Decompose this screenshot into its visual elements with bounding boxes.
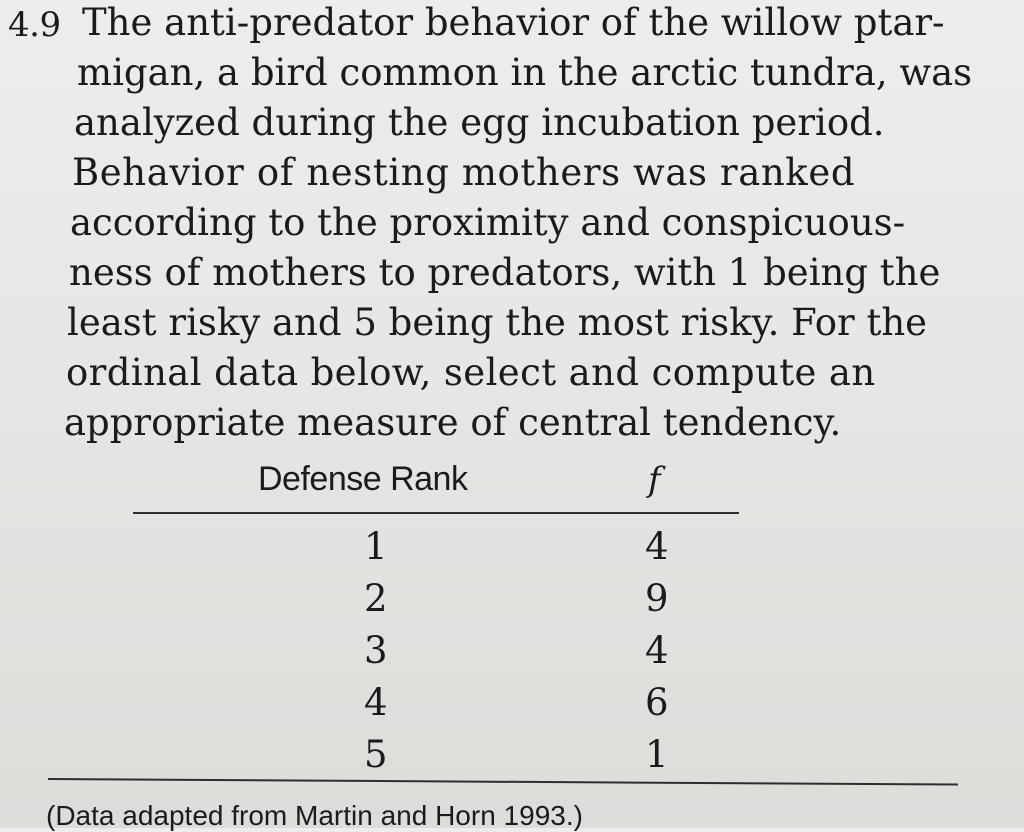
problem-text-line-2: migan, a bird common in the arctic tundra, was [77,51,973,94]
frequency-cell: 4 [645,629,669,672]
frequency-cell: 6 [645,681,669,724]
table-bottom-rule [48,778,958,786]
rank-cell: 4 [364,681,388,724]
problem-text-line-5: according to the proximity and conspicuous- [70,201,906,244]
problem-text-line-3: analyzed during the egg incubation period. [74,101,885,144]
table-top-rule [133,512,739,514]
rank-cell: 1 [364,525,388,568]
problem-text-line-9: appropriate measure of central tendency. [64,401,842,444]
frequency-cell: 9 [645,577,669,620]
rank-cell: 3 [364,629,388,672]
problem-number: 4.9 [8,5,61,45]
problem-text-line-1: The anti-predator behavior of the willow ptar- [82,1,945,44]
frequency-header: f [648,460,661,500]
problem-text-line-6: ness of mothers to predators, with 1 being the [69,251,941,294]
rank-cell: 5 [364,733,388,776]
problem-text-line-4: Behavior of nesting mothers was ranked [72,151,856,194]
frequency-cell: 4 [645,525,669,568]
frequency-cell: 1 [645,733,669,776]
problem-text-line-7: least risky and 5 being the most risky. For the [67,301,928,344]
rank-cell: 2 [364,577,388,620]
source-note: (Data adapted from Martin and Horn 1993.) [46,800,583,831]
problem-text-line-8: ordinal data below, select and compute an [66,351,876,394]
defense-rank-header: Defense Rank [258,460,468,498]
